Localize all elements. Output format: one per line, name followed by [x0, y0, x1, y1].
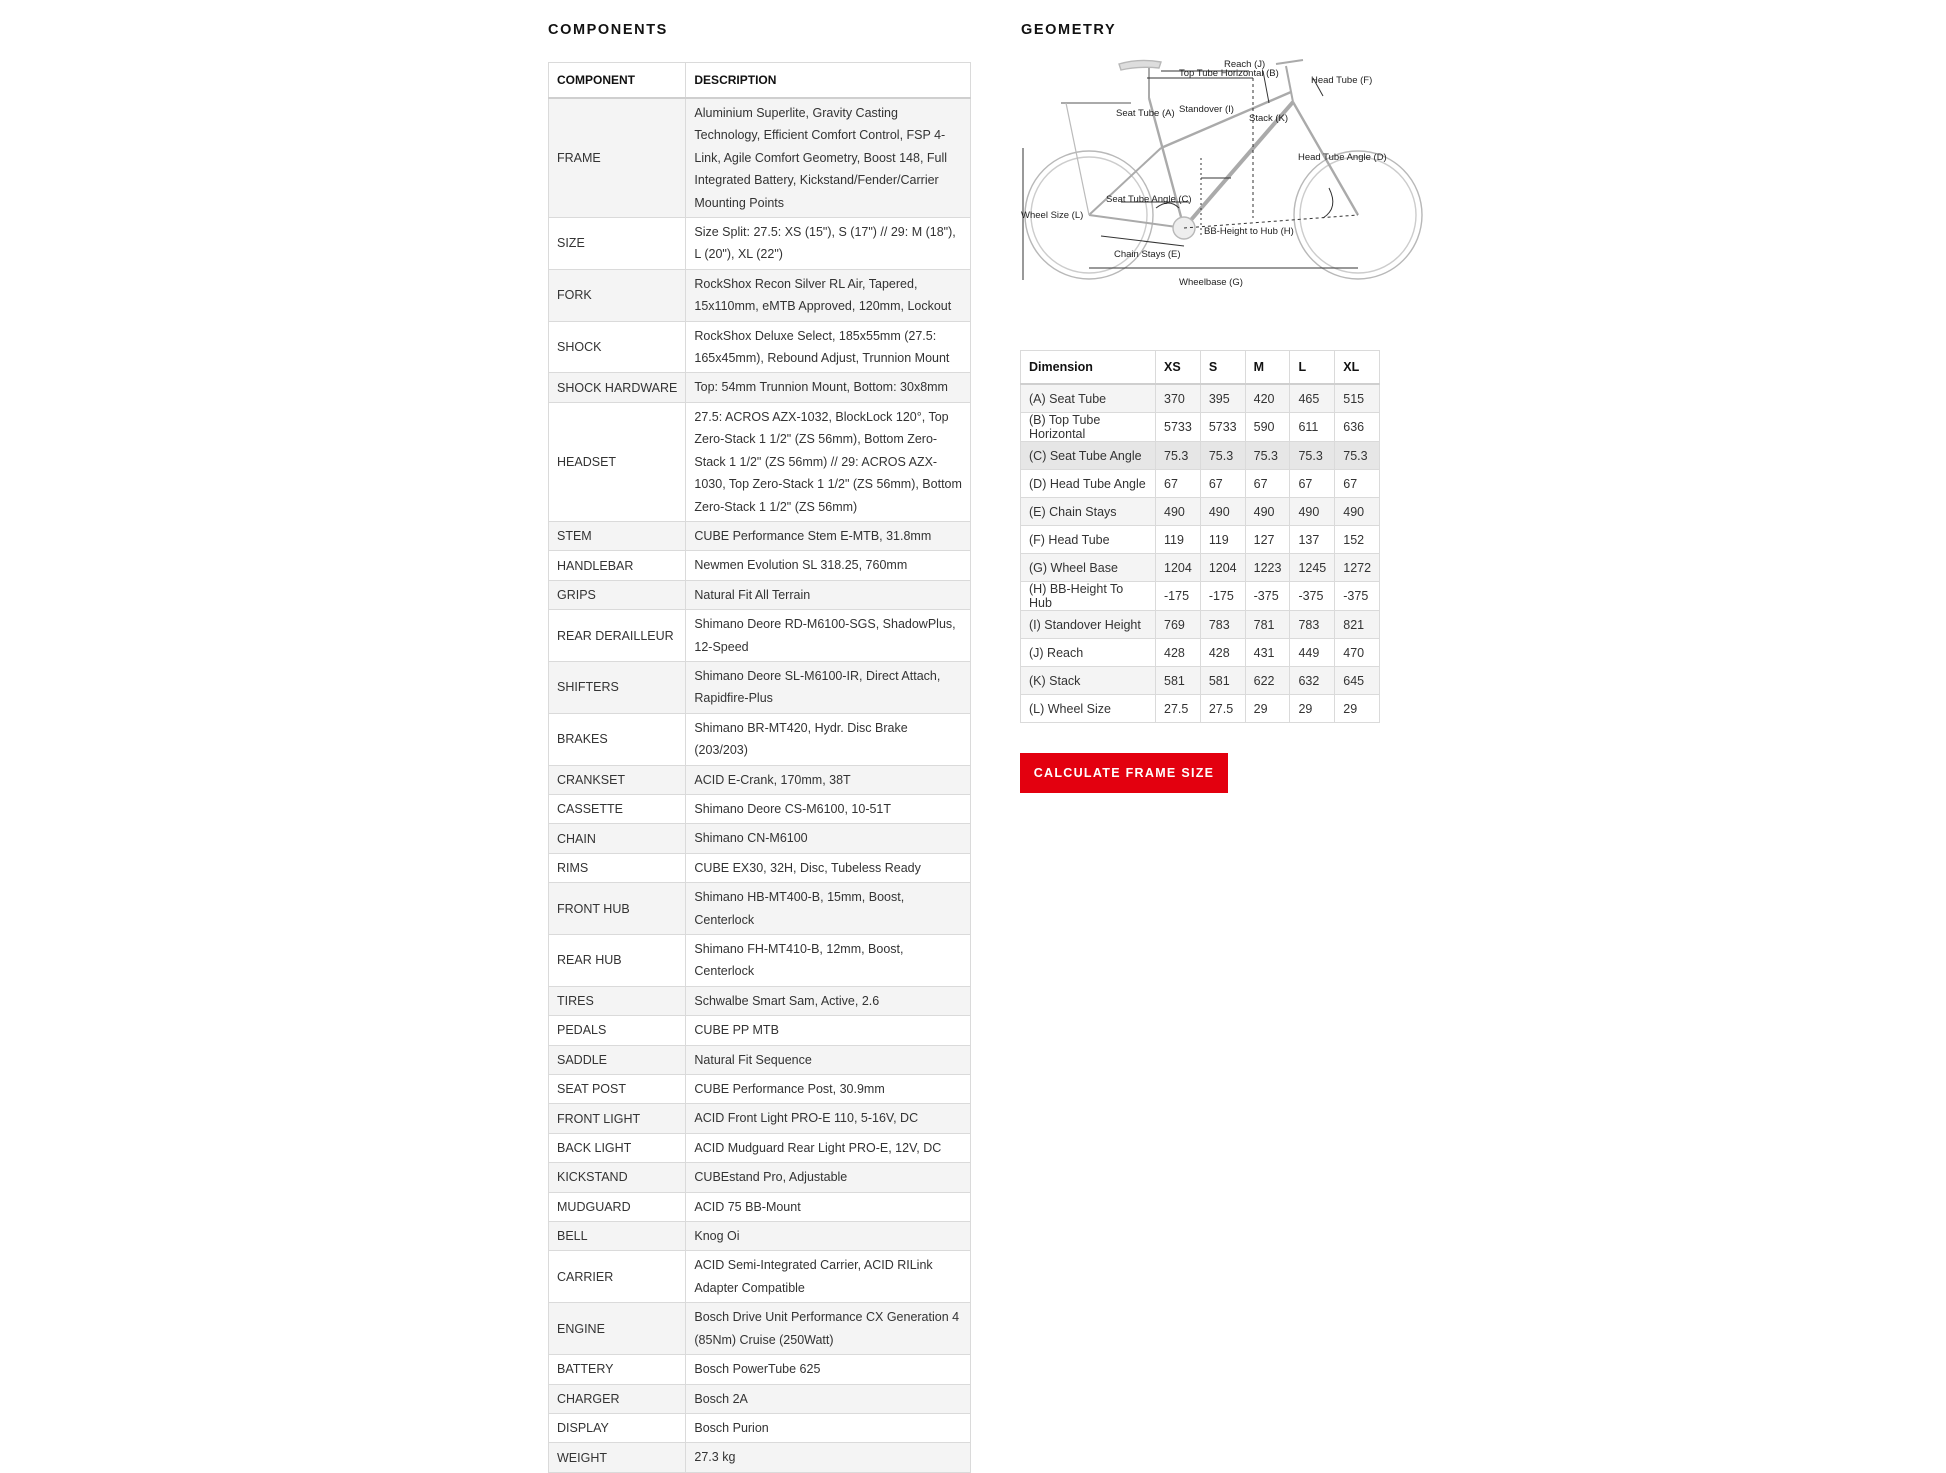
size-header-xl: XL: [1335, 351, 1380, 385]
component-description: CUBEstand Pro, Adjustable: [686, 1163, 971, 1192]
geometry-row: [1021, 667, 1380, 695]
component-row: [549, 935, 971, 987]
geometry-row: [1021, 442, 1380, 470]
geometry-row: [1021, 639, 1380, 667]
label-wheelbase: Wheelbase (G): [1179, 277, 1243, 288]
component-name: CHAIN: [549, 824, 686, 853]
geometry-dimension-label: (E) Chain Stays: [1021, 498, 1156, 526]
geometry-value: 395: [1200, 384, 1245, 413]
geometry-value: 622: [1245, 667, 1290, 695]
components-header-row: [549, 63, 971, 99]
geometry-value: -175: [1156, 582, 1201, 611]
geometry-dimension-label: (L) Wheel Size: [1021, 695, 1156, 723]
geometry-value: 581: [1156, 667, 1201, 695]
geometry-table: [1020, 350, 1380, 723]
geometry-value: -375: [1290, 582, 1335, 611]
component-name: BACK LIGHT: [549, 1133, 686, 1162]
geometry-value: 67: [1335, 470, 1380, 498]
component-description: RockShox Deluxe Select, 185x55mm (27.5: 165x45mm), Rebound Adjust, Trunnion Mount: [686, 321, 971, 373]
component-description: Bosch Purion: [686, 1413, 971, 1442]
component-row: [549, 1355, 971, 1384]
geometry-value: 581: [1200, 667, 1245, 695]
geometry-dimension-label: (K) Stack: [1021, 667, 1156, 695]
geometry-value: 75.3: [1200, 442, 1245, 470]
component-description: Shimano Deore CS-M6100, 10-51T: [686, 794, 971, 823]
geometry-row: [1021, 384, 1380, 413]
geometry-value: 490: [1200, 498, 1245, 526]
geometry-value: 75.3: [1156, 442, 1201, 470]
component-row: [549, 1192, 971, 1221]
components-title: COMPONENTS: [548, 22, 668, 38]
component-row: [549, 853, 971, 882]
description-column-header: DESCRIPTION: [686, 63, 971, 99]
component-row: [549, 1016, 971, 1045]
component-name: BELL: [549, 1222, 686, 1251]
geometry-row: [1021, 498, 1380, 526]
component-description: ACID 75 BB-Mount: [686, 1192, 971, 1221]
geometry-dimension-label: (I) Standover Height: [1021, 611, 1156, 639]
geometry-title: GEOMETRY: [1021, 22, 1117, 38]
component-name: WEIGHT: [549, 1443, 686, 1472]
component-row: [549, 1045, 971, 1074]
geometry-dimension-label: (G) Wheel Base: [1021, 554, 1156, 582]
geometry-value: 490: [1335, 498, 1380, 526]
label-head-tube-angle: Head Tube Angle (D): [1298, 152, 1387, 163]
component-description: RockShox Recon Silver RL Air, Tapered, 15x110mm, eMTB Approved, 120mm, Lockout: [686, 269, 971, 321]
geometry-value: 67: [1245, 470, 1290, 498]
geometry-value: 67: [1200, 470, 1245, 498]
geometry-row: [1021, 695, 1380, 723]
component-row: [549, 1075, 971, 1104]
label-head-tube: Head Tube (F): [1311, 75, 1373, 86]
geometry-value: 611: [1290, 413, 1335, 442]
geometry-value: 490: [1156, 498, 1201, 526]
geometry-value: 769: [1156, 611, 1201, 639]
component-name: FRONT LIGHT: [549, 1104, 686, 1133]
component-row: [549, 1104, 971, 1133]
component-name: PEDALS: [549, 1016, 686, 1045]
component-row: [549, 794, 971, 823]
component-column-header: COMPONENT: [549, 63, 686, 99]
geometry-value: 127: [1245, 526, 1290, 554]
size-header-m: M: [1245, 351, 1290, 385]
label-standover: Standover (I): [1179, 104, 1234, 115]
component-row: [549, 98, 971, 218]
geometry-value: 590: [1245, 413, 1290, 442]
geometry-value: 152: [1335, 526, 1380, 554]
component-row: [549, 402, 971, 521]
geometry-value: 1204: [1156, 554, 1201, 582]
geometry-value: 783: [1290, 611, 1335, 639]
component-description: ACID Semi-Integrated Carrier, ACID RILink Adapter Compatible: [686, 1251, 971, 1303]
component-description: CUBE PP MTB: [686, 1016, 971, 1045]
geometry-dimension-label: (D) Head Tube Angle: [1021, 470, 1156, 498]
component-description: ACID Front Light PRO-E 110, 5-16V, DC: [686, 1104, 971, 1133]
component-description: Knog Oi: [686, 1222, 971, 1251]
label-top-tube: Top Tube Horizontal (B): [1179, 68, 1279, 79]
component-row: [549, 661, 971, 713]
component-description: Shimano Deore RD-M6100-SGS, ShadowPlus, 12-Speed: [686, 610, 971, 662]
component-name: SHIFTERS: [549, 661, 686, 713]
component-description: ACID E-Crank, 170mm, 38T: [686, 765, 971, 794]
geometry-row: [1021, 470, 1380, 498]
label-seat-tube-angle: Seat Tube Angle (C): [1106, 194, 1192, 205]
geometry-value: 783: [1200, 611, 1245, 639]
geometry-value: 75.3: [1335, 442, 1380, 470]
component-description: Top: 54mm Trunnion Mount, Bottom: 30x8mm: [686, 373, 971, 402]
geometry-value: -375: [1335, 582, 1380, 611]
label-chain-stays: Chain Stays (E): [1114, 249, 1181, 260]
component-name: TIRES: [549, 986, 686, 1015]
component-name: SHOCK HARDWARE: [549, 373, 686, 402]
geometry-value: 119: [1200, 526, 1245, 554]
bike-geometry-diagram: [1021, 58, 1441, 303]
geometry-value: 29: [1290, 695, 1335, 723]
diagram-labels: [1021, 59, 1387, 288]
component-name: REAR DERAILLEUR: [549, 610, 686, 662]
label-wheel-size: Wheel Size (L): [1021, 210, 1084, 221]
component-name: CHARGER: [549, 1384, 686, 1413]
component-row: [549, 551, 971, 580]
component-name: BRAKES: [549, 713, 686, 765]
component-description: Bosch PowerTube 625: [686, 1355, 971, 1384]
component-row: [549, 373, 971, 402]
label-stack: Stack (K): [1249, 113, 1289, 124]
geometry-value: 67: [1156, 470, 1201, 498]
geometry-value: 465: [1290, 384, 1335, 413]
geometry-value: 449: [1290, 639, 1335, 667]
geometry-value: 1272: [1335, 554, 1380, 582]
component-name: BATTERY: [549, 1355, 686, 1384]
component-description: Shimano FH-MT410-B, 12mm, Boost, Centerlock: [686, 935, 971, 987]
component-row: [549, 1303, 971, 1355]
component-description: Bosch 2A: [686, 1384, 971, 1413]
component-description: Aluminium Superlite, Gravity Casting Technology, Efficient Comfort Control, FSP 4-Link, Agile Comfort Geometry, Boost 148, Full Integrated Battery, Kickstand/Fender/Carrier Mounting Points: [686, 98, 971, 218]
label-reach: Reach (J): [1224, 59, 1266, 70]
geometry-value: 632: [1290, 667, 1335, 695]
component-row: [549, 1251, 971, 1303]
geometry-value: 75.3: [1290, 442, 1335, 470]
geometry-value: 428: [1200, 639, 1245, 667]
component-description: 27.3 kg: [686, 1443, 971, 1472]
size-header-s: S: [1200, 351, 1245, 385]
component-name: REAR HUB: [549, 935, 686, 987]
geometry-value: 137: [1290, 526, 1335, 554]
geometry-dimension-label: (F) Head Tube: [1021, 526, 1156, 554]
component-description: Natural Fit All Terrain: [686, 580, 971, 609]
component-row: [549, 580, 971, 609]
component-description: CUBE EX30, 32H, Disc, Tubeless Ready: [686, 853, 971, 882]
component-description: Natural Fit Sequence: [686, 1045, 971, 1074]
component-description: Shimano HB-MT400-B, 15mm, Boost, Centerlock: [686, 883, 971, 935]
geometry-value: 420: [1245, 384, 1290, 413]
component-name: HANDLEBAR: [549, 551, 686, 580]
component-row: [549, 986, 971, 1015]
component-row: [549, 1384, 971, 1413]
component-name: SADDLE: [549, 1045, 686, 1074]
component-description: ACID Mudguard Rear Light PRO-E, 12V, DC: [686, 1133, 971, 1162]
component-row: [549, 1163, 971, 1192]
component-description: Bosch Drive Unit Performance CX Generation 4 (85Nm) Cruise (250Watt): [686, 1303, 971, 1355]
component-description: Shimano BR-MT420, Hydr. Disc Brake (203/203): [686, 713, 971, 765]
geometry-value: 27.5: [1200, 695, 1245, 723]
dimension-header: Dimension: [1021, 351, 1156, 385]
geometry-value: -375: [1245, 582, 1290, 611]
calculate-frame-size-button[interactable]: CALCULATE FRAME SIZE: [1020, 753, 1228, 793]
component-name: FRONT HUB: [549, 883, 686, 935]
size-header-l: L: [1290, 351, 1335, 385]
geometry-value: 1245: [1290, 554, 1335, 582]
geometry-row: [1021, 611, 1380, 639]
component-name: KICKSTAND: [549, 1163, 686, 1192]
component-description: CUBE Performance Stem E-MTB, 31.8mm: [686, 521, 971, 550]
component-row: [549, 1413, 971, 1442]
component-description: CUBE Performance Post, 30.9mm: [686, 1075, 971, 1104]
component-name: CRANKSET: [549, 765, 686, 794]
component-name: SIZE: [549, 218, 686, 270]
geometry-value: 781: [1245, 611, 1290, 639]
component-row: [549, 765, 971, 794]
geometry-dimension-label: (J) Reach: [1021, 639, 1156, 667]
size-header-xs: XS: [1156, 351, 1201, 385]
component-name: MUDGUARD: [549, 1192, 686, 1221]
component-row: [549, 321, 971, 373]
geometry-value: 27.5: [1156, 695, 1201, 723]
component-name: SEAT POST: [549, 1075, 686, 1104]
saddle-shape: [1119, 60, 1161, 70]
component-row: [549, 269, 971, 321]
component-name: CASSETTE: [549, 794, 686, 823]
geometry-dimension-label: (B) Top Tube Horizontal: [1021, 413, 1156, 442]
geometry-row: [1021, 526, 1380, 554]
geometry-value: 490: [1290, 498, 1335, 526]
geometry-value: 470: [1335, 639, 1380, 667]
geometry-value: 75.3: [1245, 442, 1290, 470]
geometry-value: 29: [1245, 695, 1290, 723]
component-row: [549, 713, 971, 765]
geometry-value: 1204: [1200, 554, 1245, 582]
geometry-row: [1021, 582, 1380, 611]
component-description: 27.5: ACROS AZX-1032, BlockLock 120°, Top Zero-Stack 1 1/2" (ZS 56mm), Bottom Zero-Stack 1 1/2" (ZS 56mm) // 29: ACROS AZX-1030, Top Zero-Stack 1 1/2" (ZS 56mm), Bottom Zero-Stack 1 1/2" (ZS 56mm): [686, 402, 971, 521]
component-name: RIMS: [549, 853, 686, 882]
component-row: [549, 1133, 971, 1162]
geometry-value: 67: [1290, 470, 1335, 498]
components-table: [548, 62, 971, 1473]
geometry-value: 5733: [1200, 413, 1245, 442]
geometry-dimension-label: (A) Seat Tube: [1021, 384, 1156, 413]
component-name: CARRIER: [549, 1251, 686, 1303]
label-bb-height: BB-Height to Hub (H): [1204, 226, 1294, 237]
label-seat-tube: Seat Tube (A): [1116, 108, 1175, 119]
geometry-value: 5733: [1156, 413, 1201, 442]
geometry-value: 1223: [1245, 554, 1290, 582]
component-name: STEM: [549, 521, 686, 550]
geometry-row: [1021, 413, 1380, 442]
geometry-value: 29: [1335, 695, 1380, 723]
component-description: Size Split: 27.5: XS (15"), S (17") // 29: M (18"), L (20"), XL (22"): [686, 218, 971, 270]
geometry-dimension-label: (C) Seat Tube Angle: [1021, 442, 1156, 470]
component-name: GRIPS: [549, 580, 686, 609]
component-row: [549, 883, 971, 935]
component-row: [549, 521, 971, 550]
geometry-value: 645: [1335, 667, 1380, 695]
geometry-value: 431: [1245, 639, 1290, 667]
geometry-dimension-label: (H) BB-Height To Hub: [1021, 582, 1156, 611]
component-name: SHOCK: [549, 321, 686, 373]
geometry-header-row: [1021, 351, 1380, 385]
component-description: Shimano CN-M6100: [686, 824, 971, 853]
component-name: FORK: [549, 269, 686, 321]
component-row: [549, 610, 971, 662]
component-row: [549, 1222, 971, 1251]
geometry-value: 428: [1156, 639, 1201, 667]
component-name: HEADSET: [549, 402, 686, 521]
component-name: ENGINE: [549, 1303, 686, 1355]
component-description: Newmen Evolution SL 318.25, 760mm: [686, 551, 971, 580]
component-row: [549, 218, 971, 270]
geometry-row: [1021, 554, 1380, 582]
component-row: [549, 1443, 971, 1472]
geometry-value: -175: [1200, 582, 1245, 611]
geometry-value: 370: [1156, 384, 1201, 413]
geometry-value: 490: [1245, 498, 1290, 526]
component-description: Shimano Deore SL-M6100-IR, Direct Attach, Rapidfire-Plus: [686, 661, 971, 713]
component-row: [549, 824, 971, 853]
component-name: FRAME: [549, 98, 686, 218]
geometry-value: 821: [1335, 611, 1380, 639]
chain-stay-line: [1089, 215, 1184, 228]
component-name: DISPLAY: [549, 1413, 686, 1442]
geometry-value: 119: [1156, 526, 1201, 554]
geometry-value: 636: [1335, 413, 1380, 442]
geometry-value: 515: [1335, 384, 1380, 413]
component-description: Schwalbe Smart Sam, Active, 2.6: [686, 986, 971, 1015]
